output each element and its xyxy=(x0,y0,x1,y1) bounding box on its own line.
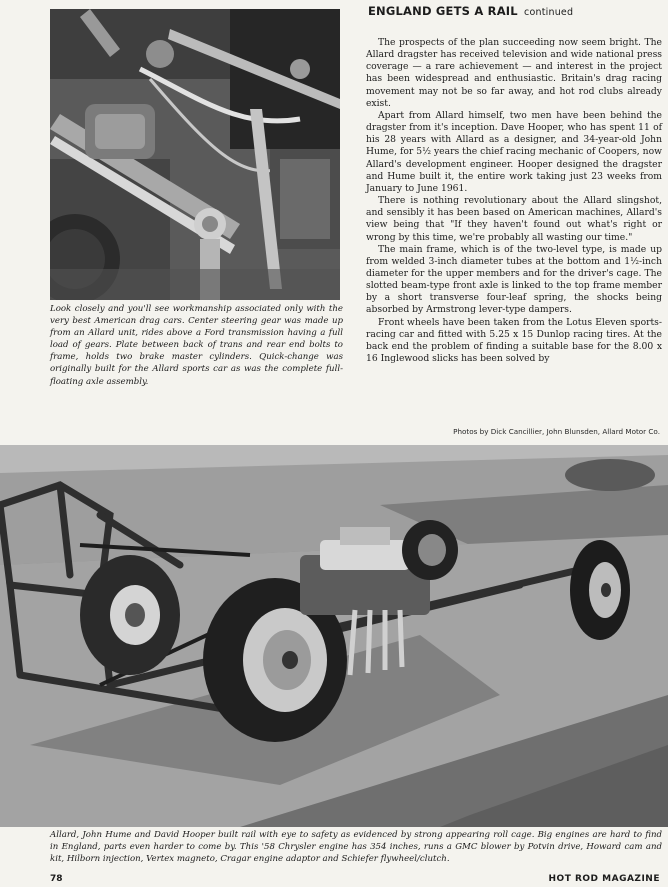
article-body xyxy=(366,37,662,365)
top-photo-caption: Look closely and you'll see workmanship associated only with the very best American drag cars. Center steering gear was made up from an Allard unit, rides above a Ford transmission having a full load of gears. Plate between back of trans and rear end bolts to frame, holds two brake master cylinders. Quick-change was originally built for the Allard sports car as was the complete full-floating axle assembly. xyxy=(50,304,343,387)
dragster-photo xyxy=(0,445,668,827)
magazine-name: HOT ROD MAGAZINE xyxy=(548,874,660,884)
chassis-closeup-photo xyxy=(50,9,340,300)
article-paragraph: There is nothing revolutionary about the Allard slingshot, and sensibly it has been based on American machines, Allard's view being that "If they haven't found out what's right or wrong by this time, we're probably all wasting our time." xyxy=(366,195,662,243)
article-headline xyxy=(368,4,573,18)
page-number: 78 xyxy=(50,874,63,884)
bottom-photo-caption: Allard, John Hume and David Hooper built rail with eye to safety as evidenced by strong appearing roll cage. Big engines are hard to find in England, parts even harder to come by. This '58 Chrysler engine has 354 inches, runs a GMC blower by Potvin drive, Howard cam and kit, Hilborn injection, Vertex magneto, Cragar engine adaptor and Schiefer flywheel/clutch. xyxy=(50,830,662,865)
article-paragraph: Front wheels have been taken from the Lotus Eleven sports-racing car and fitted with 5.25 x 15 Dunlop racing tires. At the back end the problem of finding a suitable base for the 8.00 x 16 Inglewood slicks has been solved by xyxy=(366,316,662,365)
article-paragraph: The main frame, which is of the two-level type, is made up from welded 3-inch diameter tubes at the bottom and 1½-inch diameter for the upper members and for the driver's cage. The slotted beam-type front axle is linked to the top frame member by a short transverse four-leaf spring, the shocks being absorbed by Armstrong lever-type dampers. xyxy=(366,243,662,316)
headline-title: ENGLAND GETS A RAIL xyxy=(368,4,518,18)
headline-continued: continued xyxy=(524,7,574,18)
article-paragraph: Apart from Allard himself, two men have been behind the dragster from it's inception. Dave Hooper, who has spent 11 of his 28 years with Allard as a designer, and 34-year-old John Hume, for 5½ years the chief racing mechanic of Coopers, now Allard's development engineer. Hooper designed the dragster and Hume built it, the entire work taking just 23 weeks from January to June 1961. xyxy=(366,109,662,194)
article-paragraph: The prospects of the plan succeeding now seem bright. The Allard dragster has received television and wide national press coverage — a rare achievement — and interest in the project has been widespread and enthusiastic. Britain's drag racing movement may not be so far away, and hot rod clubs already exist. xyxy=(366,37,662,109)
photo-credits: Photos by Dick Cancillier, John Blunsden, Allard Motor Co. xyxy=(453,427,660,436)
